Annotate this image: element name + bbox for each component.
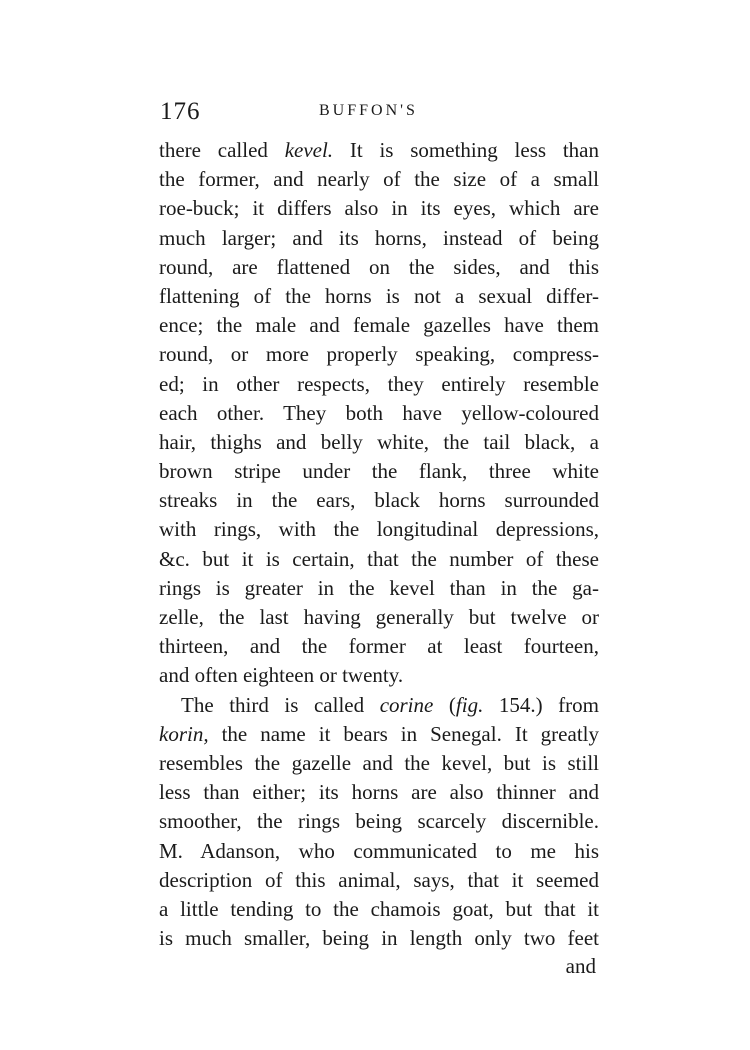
text-line: flattening of the horns is not a sexual differ-	[159, 283, 599, 308]
text-line: less than either; its horns are also thinner and	[159, 780, 599, 805]
text-line: description of this animal, says, that it seemed	[159, 867, 599, 892]
text-line: korin, the name it bears in Senegal. It greatly	[159, 721, 599, 746]
text-line: ence; the male and female gazelles have them	[159, 313, 599, 338]
text-line: hair, thighs and belly white, the tail black, a	[159, 429, 599, 454]
paragraph-start-line: The third is called corine (fig. 154.) from	[181, 692, 600, 717]
text-line: resembles the gazelle and the kevel, but is still	[159, 750, 599, 775]
text-line: with rings, with the longitudinal depressions,	[159, 517, 599, 542]
paragraph-end-line: and often eighteen or twenty.	[159, 663, 404, 688]
text-line: rings is greater in the kevel than in the ga-	[159, 575, 599, 600]
catchword: and	[565, 954, 596, 978]
text-line: M. Adanson, who communicated to me his	[159, 838, 599, 863]
text-line: roe-buck; it differs also in its eyes, which are	[159, 196, 599, 221]
text-line: each other. They both have yellow-coloured	[159, 400, 599, 425]
text-line: the former, and nearly of the size of a small	[159, 167, 599, 192]
page-number: 176	[160, 98, 201, 125]
text-line: &c. but it is certain, that the number of these	[159, 546, 599, 571]
text-line: there called kevel. It is something less than	[159, 138, 599, 162]
text-line: round, or more properly speaking, compress-	[159, 342, 599, 367]
text-line: round, are flattened on the sides, and this	[159, 254, 599, 279]
text-line: brown stripe under the flank, three white	[159, 459, 599, 484]
text-line: thirteen, and the former at least fourteen,	[159, 634, 599, 659]
text-line: is much smaller, being in length only two feet	[159, 926, 599, 951]
text-line: much larger; and its horns, instead of being	[159, 225, 599, 250]
text-line: zelle, the last having generally but twelve or	[159, 605, 599, 629]
body-text	[159, 136, 599, 953]
running-head: BUFFON'S	[319, 102, 418, 119]
text-line: ed; in other respects, they entirely resemble	[159, 371, 599, 396]
text-line: smoother, the rings being scarcely discernible.	[159, 809, 599, 834]
text-line: a little tending to the chamois goat, but that it	[159, 896, 599, 921]
text-line: streaks in the ears, black horns surrounded	[159, 488, 599, 513]
